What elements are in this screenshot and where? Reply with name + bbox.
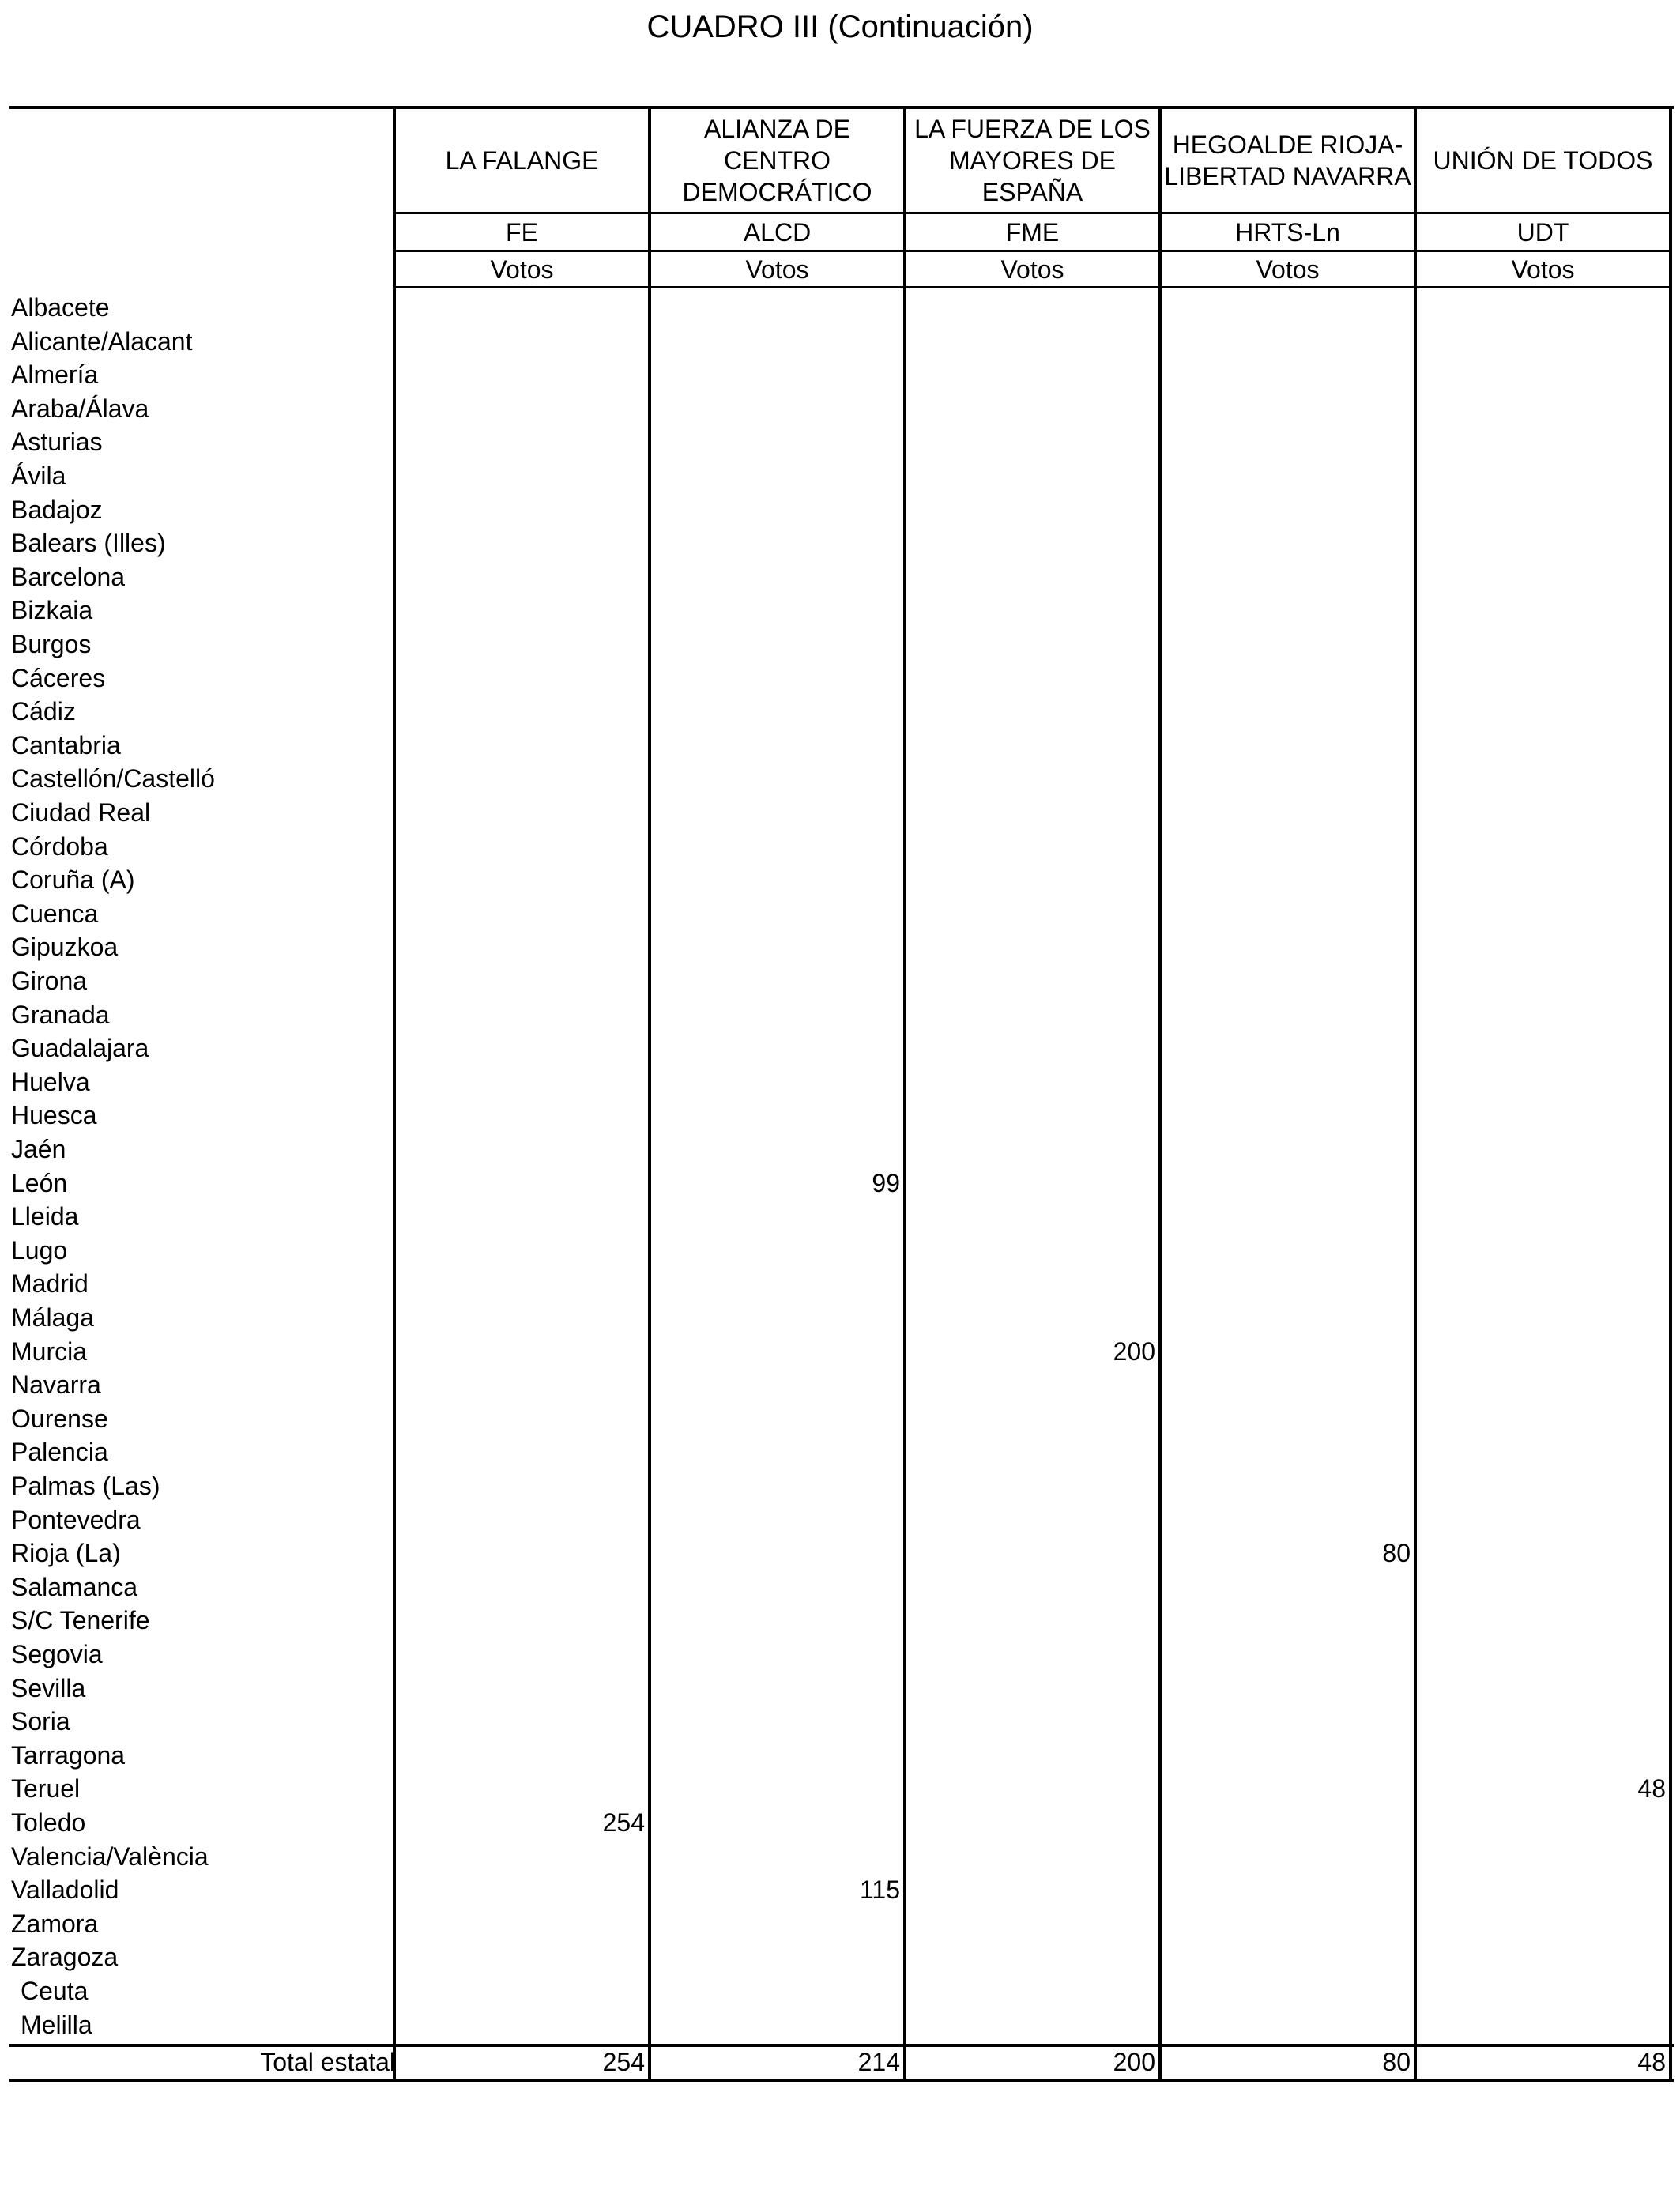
province-name: Palencia xyxy=(11,1438,108,1467)
column-header-abbr: UDT xyxy=(1516,217,1569,247)
table-row xyxy=(9,560,1674,594)
province-name: Ávila xyxy=(11,462,66,490)
column-header-name: UNIÓN DE TODOS xyxy=(1433,146,1653,175)
column-header-name: ALIANZA DE CENTRO DEMOCRÁTICO xyxy=(682,115,872,206)
total-value: 214 xyxy=(857,2048,900,2076)
table-row xyxy=(9,1234,1674,1268)
table-row xyxy=(9,1739,1674,1773)
table-row xyxy=(9,762,1674,796)
vote-value: 115 xyxy=(859,1875,900,1905)
table-row xyxy=(9,998,1674,1032)
column-header-name: HEGOALDE RIOJA-LIBERTAD NAVARRA xyxy=(1164,130,1411,190)
column-header-name: LA FUERZA DE LOS MAYORES DE ESPAÑA xyxy=(914,115,1151,206)
province-name: Ourense xyxy=(11,1404,108,1433)
vote-value: 80 xyxy=(1382,1539,1411,1568)
province-name: Bizkaia xyxy=(11,596,93,625)
province-name: Castellón/Castelló xyxy=(11,764,215,794)
province-name: Coruña (A) xyxy=(11,865,135,895)
total-row xyxy=(9,2045,1674,2079)
province-name: Zaragoza xyxy=(11,1943,119,1972)
column-header-unit: Votos xyxy=(1256,254,1320,284)
column-header-abbr: HRTS-Ln xyxy=(1235,217,1340,247)
table-row xyxy=(9,1536,1674,1570)
table-row xyxy=(9,1200,1674,1234)
table-row xyxy=(9,1267,1674,1301)
province-name: Navarra xyxy=(11,1370,101,1400)
total-value: 200 xyxy=(1113,2048,1155,2076)
table-row xyxy=(9,2008,1674,2042)
table-row xyxy=(9,1907,1674,1941)
table-row xyxy=(9,493,1674,527)
province-name: Burgos xyxy=(11,630,92,658)
province-name: Melilla xyxy=(21,2010,92,2039)
table-row xyxy=(9,291,1674,325)
province-name: Guadalajara xyxy=(11,1034,149,1063)
table-row xyxy=(9,1099,1674,1133)
column-header-unit: Votos xyxy=(490,254,554,284)
table-row xyxy=(9,325,1674,359)
province-name: Cádiz xyxy=(11,697,76,726)
table-row xyxy=(9,863,1674,897)
table-row xyxy=(9,729,1674,763)
table-row xyxy=(9,964,1674,998)
province-name: Jaén xyxy=(11,1135,66,1163)
province-name: Valladolid xyxy=(11,1875,119,1905)
province-name: Málaga xyxy=(11,1303,94,1332)
table-row xyxy=(9,1065,1674,1099)
province-name: Lugo xyxy=(11,1235,68,1265)
province-name: Ceuta xyxy=(21,1977,89,2005)
table-row xyxy=(9,425,1674,459)
table-row xyxy=(9,1335,1674,1369)
table-row xyxy=(9,1301,1674,1335)
province-name: Ciudad Real xyxy=(11,798,151,827)
total-value: 80 xyxy=(1382,2048,1411,2076)
table-row xyxy=(9,1672,1674,1706)
province-name: Teruel xyxy=(11,1774,81,1804)
column-header-abbr: FME xyxy=(1005,217,1060,247)
table-bottom-rule xyxy=(9,2079,1674,2082)
table-row xyxy=(9,1503,1674,1537)
column-header-abbr: ALCD xyxy=(743,217,812,247)
vote-value: 99 xyxy=(872,1168,900,1197)
table-row xyxy=(9,459,1674,493)
province-name: Huesca xyxy=(11,1101,97,1130)
province-name: Córdoba xyxy=(11,831,108,861)
province-name: Salamanca xyxy=(11,1572,138,1601)
table-row xyxy=(9,1806,1674,1840)
province-name: S/C Tenerife xyxy=(11,1606,150,1635)
table-row xyxy=(9,930,1674,964)
table-row xyxy=(9,1133,1674,1167)
province-name: Sevilla xyxy=(11,1673,86,1702)
province-name: Tarragona xyxy=(11,1740,126,1770)
province-name: Lleida xyxy=(11,1202,79,1231)
table-row xyxy=(9,1940,1674,1974)
province-name: Palmas (Las) xyxy=(11,1472,160,1500)
table-row xyxy=(9,796,1674,830)
total-label: Total estatal xyxy=(260,2048,395,2076)
province-name: Albacete xyxy=(11,293,110,322)
column-header-unit: Votos xyxy=(1511,254,1575,284)
province-name: Madrid xyxy=(11,1269,89,1299)
province-name: Alicante/Alacant xyxy=(11,326,193,356)
table-row xyxy=(9,1031,1674,1065)
province-name: Araba/Álava xyxy=(11,394,149,423)
header-body-rule xyxy=(393,286,1672,288)
table-row xyxy=(9,1638,1674,1672)
vote-value: 254 xyxy=(602,1808,645,1837)
table-row xyxy=(9,628,1674,662)
province-name: Toledo xyxy=(11,1808,86,1837)
province-name: Barcelona xyxy=(11,562,126,591)
province-name: Huelva xyxy=(11,1067,90,1096)
page-title: CUADRO III (Continuación) xyxy=(646,9,1034,44)
province-name: Asturias xyxy=(11,428,103,457)
table-row xyxy=(9,1873,1674,1907)
province-name: León xyxy=(11,1168,68,1197)
province-name: Cuenca xyxy=(11,899,99,928)
vote-value: 48 xyxy=(1637,1774,1666,1804)
column-header-name: LA FALANGE xyxy=(445,146,599,175)
table-row xyxy=(9,1604,1674,1638)
table-row xyxy=(9,1368,1674,1402)
province-name: Almería xyxy=(11,360,99,390)
table-row xyxy=(9,1705,1674,1739)
table-row xyxy=(9,526,1674,560)
province-name: Badajoz xyxy=(11,495,103,524)
province-name: Pontevedra xyxy=(11,1505,141,1534)
table-row xyxy=(9,358,1674,392)
table-row xyxy=(9,1772,1674,1806)
province-name: Balears (Illes) xyxy=(11,529,166,558)
province-name: Rioja (La) xyxy=(11,1539,121,1568)
province-name: Granada xyxy=(11,1000,110,1029)
total-value: 254 xyxy=(602,2048,645,2076)
table-row xyxy=(9,897,1674,931)
table-row xyxy=(9,1167,1674,1201)
column-header-unit: Votos xyxy=(1000,254,1064,284)
table-row xyxy=(9,594,1674,628)
province-name: Cantabria xyxy=(11,730,121,760)
table-row xyxy=(9,662,1674,696)
province-name: Soria xyxy=(11,1707,70,1736)
table-row xyxy=(9,1570,1674,1604)
column-header-abbr: FE xyxy=(506,217,538,247)
total-value: 48 xyxy=(1637,2048,1666,2076)
table-row xyxy=(9,1974,1674,2008)
province-name: Gipuzkoa xyxy=(11,933,119,962)
table-row xyxy=(9,830,1674,864)
table-row xyxy=(9,1402,1674,1436)
province-name: Cáceres xyxy=(11,663,106,692)
vote-value: 200 xyxy=(1113,1336,1155,1366)
province-name: Girona xyxy=(11,967,88,995)
table-row xyxy=(9,1840,1674,1874)
table-row xyxy=(9,1469,1674,1503)
table-row xyxy=(9,695,1674,729)
table-row xyxy=(9,392,1674,426)
province-name: Zamora xyxy=(11,1909,99,1938)
province-name: Valencia/València xyxy=(11,1842,209,1871)
column-header-unit: Votos xyxy=(745,254,809,284)
province-name: Murcia xyxy=(11,1336,88,1366)
province-name: Segovia xyxy=(11,1640,103,1668)
table-row xyxy=(9,1435,1674,1469)
